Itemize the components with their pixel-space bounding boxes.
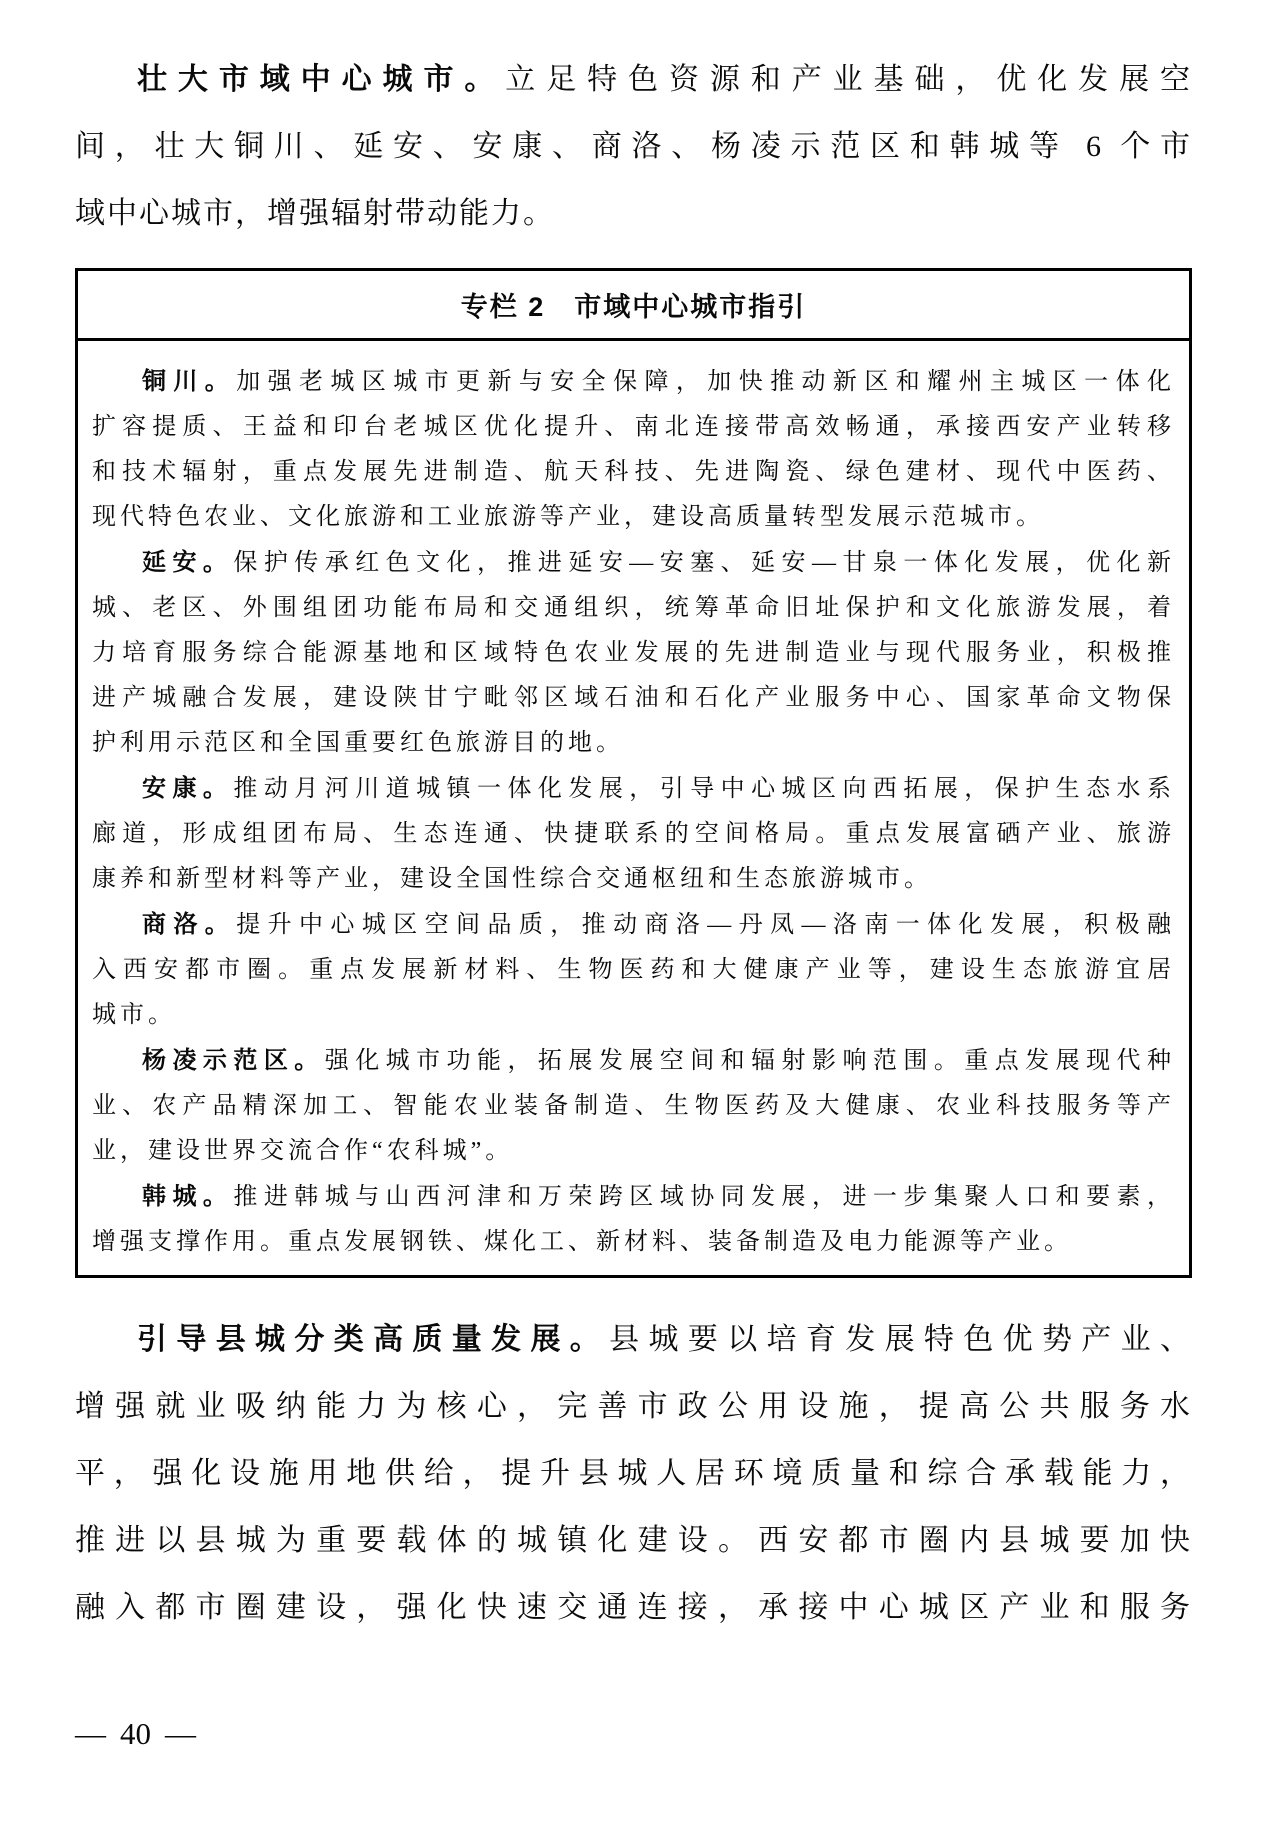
text-line: 力培育服务综合能源基地和区域特色农业发展的先进制造业与现代服务业，积极推: [92, 640, 1175, 666]
footer-dash-left: —: [75, 1716, 106, 1751]
box-entry-yangling: [92, 1038, 1175, 1174]
text-line: 业，建设世界交流合作“农科城”。: [92, 1138, 514, 1164]
text-line: [92, 1038, 1175, 1084]
text-line: 和技术辐射，重点发展先进制造、航天科技、先进陶瓷、绿色建材、现代中医药、: [92, 459, 1175, 485]
text-line: 现代特色农业、文化旅游和工业旅游等产业，建设高质量转型发展示范城市。: [92, 504, 1044, 530]
text-line: 间，壮大铜川、延安、安康、商洛、杨凌示范区和韩城等 6 个市: [75, 130, 1192, 163]
callout-box-body: [78, 341, 1189, 1275]
text-line: 推进以县城为重要载体的城镇化建设。西安都市圈内县城要加快: [75, 1524, 1192, 1557]
text-line: 廊道，形成组团布局、生态连通、快捷联系的空间格局。重点发展富硒产业、旅游: [92, 821, 1175, 847]
entry-name-bold: 铜川。: [142, 368, 237, 395]
text-line: 平，强化设施用地供给，提升县城人居环境质量和综合承载能力，: [75, 1457, 1192, 1490]
page-footer: [75, 1712, 196, 1756]
text-line: [92, 359, 1175, 405]
entry-name-bold: 韩城。: [142, 1183, 234, 1210]
entry-text: 保护传承红色文化，推进延安—安塞、延安—甘泉一体化发展，优化新: [233, 550, 1176, 576]
text-line: 城市。: [92, 1002, 176, 1028]
text-line: [92, 540, 1175, 586]
entry-name-bold: 安康。: [142, 775, 234, 802]
text-line: 融入都市圈建设，强化快速交通连接，承接中心城区产业和服务: [75, 1591, 1192, 1624]
text-line: 增强就业吸纳能力为核心，完善市政公用设施，提高公共服务水: [75, 1390, 1192, 1423]
text-line: 增强支撑作用。重点发展钢铁、煤化工、新材料、装备制造及电力能源等产业。: [92, 1229, 1072, 1255]
text-line: 康养和新型材料等产业，建设全国性综合交通枢纽和生态旅游城市。: [92, 866, 932, 892]
entry-name-bold: 杨凌示范区。: [142, 1047, 325, 1074]
para-lead-bold: 壮大市域中心城市。: [137, 63, 506, 96]
text-line: 进产城融合发展，建设陕甘宁毗邻区域石油和石化产业服务中心、国家革命文物保: [92, 685, 1175, 711]
entry-name-bold: 延安。: [142, 549, 234, 576]
callout-box-header: [78, 271, 1189, 341]
para-strengthen-central-cities: [75, 46, 1192, 247]
text-line: [92, 766, 1175, 812]
entry-text: 强化城市功能，拓展发展空间和辐射影响范围。重点发展现代种: [324, 1048, 1176, 1074]
para-lead-bold: 引导县城分类高质量发展。: [137, 1323, 610, 1356]
entry-text: 推进韩城与山西河津和万荣跨区域协同发展，进一步集聚人口和要素，: [233, 1184, 1176, 1210]
entry-text: 加强老城区城市更新与安全保障，加快推动新区和耀州主城区一体化: [236, 369, 1175, 395]
text-line: [75, 1306, 1192, 1373]
text-line: 城、老区、外围组团功能布局和交通组织，统筹革命旧址保护和文化旅游发展，着: [92, 595, 1175, 621]
para-text: 立足特色资源和产业基础，优化发展空: [505, 63, 1193, 96]
callout-box-column2: [75, 268, 1192, 1278]
text-line: [92, 1174, 1175, 1220]
text-line: 扩容提质、王益和印台老城区优化提升、南北连接带高效畅通，承接西安产业转移: [92, 414, 1175, 440]
para-text: 县城要以培育发展特色优势产业、: [609, 1323, 1193, 1356]
page-number: 40: [120, 1716, 151, 1751]
text-line: 入西安都市圈。重点发展新材料、生物医药和大健康产业等，建设生态旅游宜居: [92, 957, 1175, 983]
text-line: 护利用示范区和全国重要红色旅游目的地。: [92, 730, 624, 756]
entry-name-bold: 商洛。: [142, 911, 237, 938]
box-entry-shangluo: [92, 902, 1175, 1038]
entry-text: 提升中心城区空间品质，推动商洛—丹凤—洛南一体化发展，积极融: [236, 912, 1175, 938]
box-entry-yanan: [92, 540, 1175, 766]
entry-text: 推动月河川道城镇一体化发展，引导中心城区向西拓展，保护生态水系: [233, 776, 1176, 802]
footer-dash-right: —: [165, 1716, 196, 1751]
text-line: [92, 902, 1175, 948]
box-entry-hancheng: [92, 1174, 1175, 1265]
box-entry-tongchuan: [92, 359, 1175, 540]
callout-box-title: 专栏 2 市域中心城市指引: [460, 292, 807, 322]
text-line: 业、农产品精深加工、智能农业装备制造、生物医药及大健康、农业科技服务等产: [92, 1093, 1175, 1119]
box-entry-ankang: [92, 766, 1175, 902]
text-line: 域中心城市，增强辐射带动能力。: [75, 197, 555, 230]
para-county-development: [75, 1306, 1192, 1641]
text-line: [75, 46, 1192, 113]
